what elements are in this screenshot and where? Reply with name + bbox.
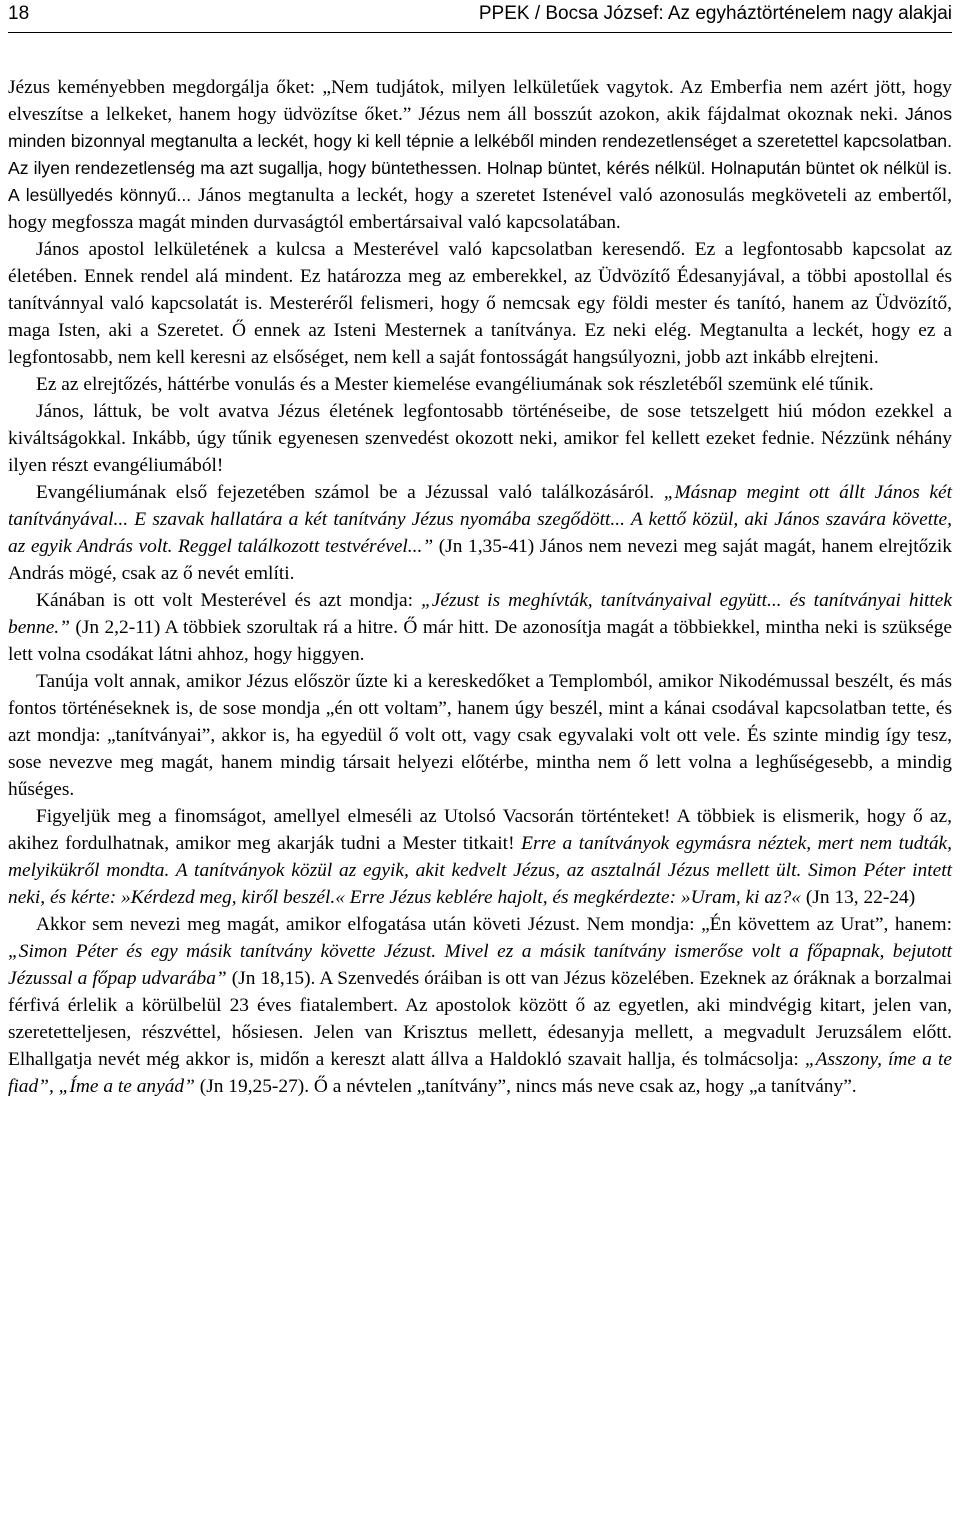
paragraph-9-quote-2: „Asszony, íme a te fiad”, „Íme a te anyád”: [8, 1049, 952, 1097]
paragraph-9-part-e: (Jn 19,25-27). Ő a névtelen „tanítvány”, nincs más neve csak az, hogy „a tanítvány”.: [194, 1076, 857, 1097]
paragraph-1-part-c: János megtanulta a leckét, hogy a szeretet Istenével való azonosulás megköveteli az embertől, hogy megfossza magát minden durvaságtól embertársaival való kapcsolatában.: [8, 185, 953, 233]
paragraph-8-part-c: (Jn 13, 22-24): [801, 887, 916, 908]
paragraph-8: [8, 803, 952, 911]
paragraph-5-part-a: Evangéliumának első fejezetében számol be a Jézussal való találkozásáról.: [36, 482, 664, 503]
paragraph-5: [8, 479, 952, 587]
paragraph-5-part-c: (Jn 1,35-41) János nem nevezi meg saját magát, hanem elrejtőzik András mögé, csak az ő nevét említi.: [8, 536, 952, 584]
paragraph-6-part-a: Kánában is ott volt Mesterével és azt mondja:: [36, 590, 421, 611]
paragraph-1: [8, 74, 952, 236]
paragraph-2: János apostol lelkületének a kulcsa a Mesterével való kapcsolatban keresendő. Ez a legfontosabb kapcsolat az életében. Ennek rendel alá mindent. Ez határozza meg az emberekkel, az Üdvözítő Édesanyjával, a többi apostollal és tanítvánnyal való kapcsolatát is. Mesteréről felismeri, hogy ő nemcsak egy földi mester és tanító, hanem az Üdvözítő, maga Isten, aki a Szeretet. Ő ennek az Isteni Mesternek a tanítványa. Ez neki elég. Megtanulta a leckét, hogy ez a legfontosabb, nem kell keresni az elsőséget, nem kell a saját fontosságát hangsúlyozni, jobb azt inkább elrejteni.: [8, 239, 952, 368]
paragraph-1-part-b: János minden bizonnyal megtanulta a leckét, hogy ki kell tépnie a lelkéből minden rendezetlenséget a szeretettel kapcsolatban. Az ilyen rendezetlenség ma azt sugallja, hogy büntethessen. Holnap büntet, kérés nélkül. Holnapután büntet ok nélkül is. A lesüllyedés könnyű...: [8, 104, 952, 205]
paragraph-6-part-c: (Jn 2,2-11) A többiek szorultak rá a hitre. Ő már hitt. De azonosítja magát a többiekkel, mintha neki is szüksége lett volna csodákat látni ahhoz, hogy higgyen.: [8, 617, 952, 665]
paragraph-7: Tanúja volt annak, amikor Jézus először űzte ki a kereskedőket a Templomból, amikor Nikodémussal beszélt, és más fontos történéseknek is, de sose mondja „én ott voltam”, hanem úgy beszél, mint a kánai csodával kapcsolatban tette, és azt mondja: „tanítványai”, akkor is, ha egyedül ő volt ott, vagy csak egyvalaki volt ott vele. És szinte mindig így tesz, sose nevezve meg magát, hanem mindig társait helyezi előtérbe, mintha nem ő lett volna a leghűségesebb, a mindig hűséges.: [8, 671, 952, 800]
paragraph-6-quote: „Jézust is meghívták, tanítványaival együtt... és tanítványai hittek benne.”: [8, 590, 953, 638]
paragraph-9: [8, 911, 952, 1100]
paragraph-6: [8, 587, 952, 668]
paragraph-5-quote: „Másnap megint ott állt János két tanítványával... E szavak hallatára a két tanítvány Jézus nyomába szegődött... A kettő közül, aki János szavára követte, az egyik András volt. Reggel találkozott testvérével...”: [8, 482, 953, 557]
running-title: PPEK / Bocsa József: Az egyháztörténelem nagy alakjai: [478, 3, 952, 24]
paragraph-3: Ez az elrejtőzés, háttérbe vonulás és a Mester kiemelése evangéliumának sok részletéből szemünk elé tűnik.: [36, 374, 874, 395]
paragraph-9-quote-1: „Simon Péter és egy másik tanítvány követte Jézust. Mivel ez a másik tanítvány ismerőse volt a főpapnak, bejutott Jézussal a főpap udvarába”: [8, 941, 952, 989]
paragraph-1-part-a: Jézus keményebben megdorgálja őket: „Nem tudjátok, milyen lelkületűek vagytok. Az Emberfia nem azért jött, hogy elveszítse a lelkeket, hanem hogy üdvözítse őket.” Jézus nem áll bosszút azokon, akik fájdalmat okoznak neki.: [8, 77, 952, 125]
page-body: [8, 74, 952, 1100]
paragraph-9-part-a: Akkor sem nevezi meg magát, amikor elfogatása után követi Jézust. Nem mondja: „Én követtem az Urat”, hanem:: [36, 914, 952, 935]
page-header: [8, 2, 952, 26]
paragraph-9-part-c: (Jn 18,15). A Szenvedés óráiban is ott van Jézus közelében. Ezeknek az óráknak a borzalmai férfivá érlelik a körülbelül 23 éves fiatalembert. Az apostolok között ő az egyetlen, aki mindvégig kitart, jelen van, szeretetteljesen, részvéttel, hősiesen. Jelen van Krisztus mellett, édesanyja mellett, a megvadult Jeruzsálem előtt. Elhallgatja nevét még akkor is, midőn a kereszt alatt állva a Haldokló szavait hallja, és tolmácsolja:: [8, 968, 952, 1070]
paragraph-8-quote: Erre a tanítványok egymásra néztek, mert nem tudták, melyikükről mondta. A tanítványok közül az egyik, akit kedvelt Jézus, az asztalnál Jézus mellett ült. Simon Péter intett neki, és kérte: »Kérdezd meg, kiről beszél.« Erre Jézus keblére hajolt, és megkérdezte: »Uram, ki az?«: [8, 833, 952, 908]
paragraph-8-part-a: Figyeljük meg a finomságot, amellyel elmeséli az Utolsó Vacsorán történteket! A többiek is elismerik, hogy ő az, akihez fordulhatnak, amikor meg akarják tudni a Mester titkait!: [8, 806, 952, 854]
header-rule: [8, 32, 952, 33]
paragraph-4: János, láttuk, be volt avatva Jézus életének legfontosabb történéseibe, de sose tetszelgett hiú módon ezekkel a kiváltságokkal. Inkább, úgy tűnik egyenesen szenvedést okozott neki, amikor fel kellett ezeket fednie. Nézzünk néhány ilyen részt evangéliumából!: [8, 401, 952, 476]
page-number: 18: [8, 3, 30, 24]
